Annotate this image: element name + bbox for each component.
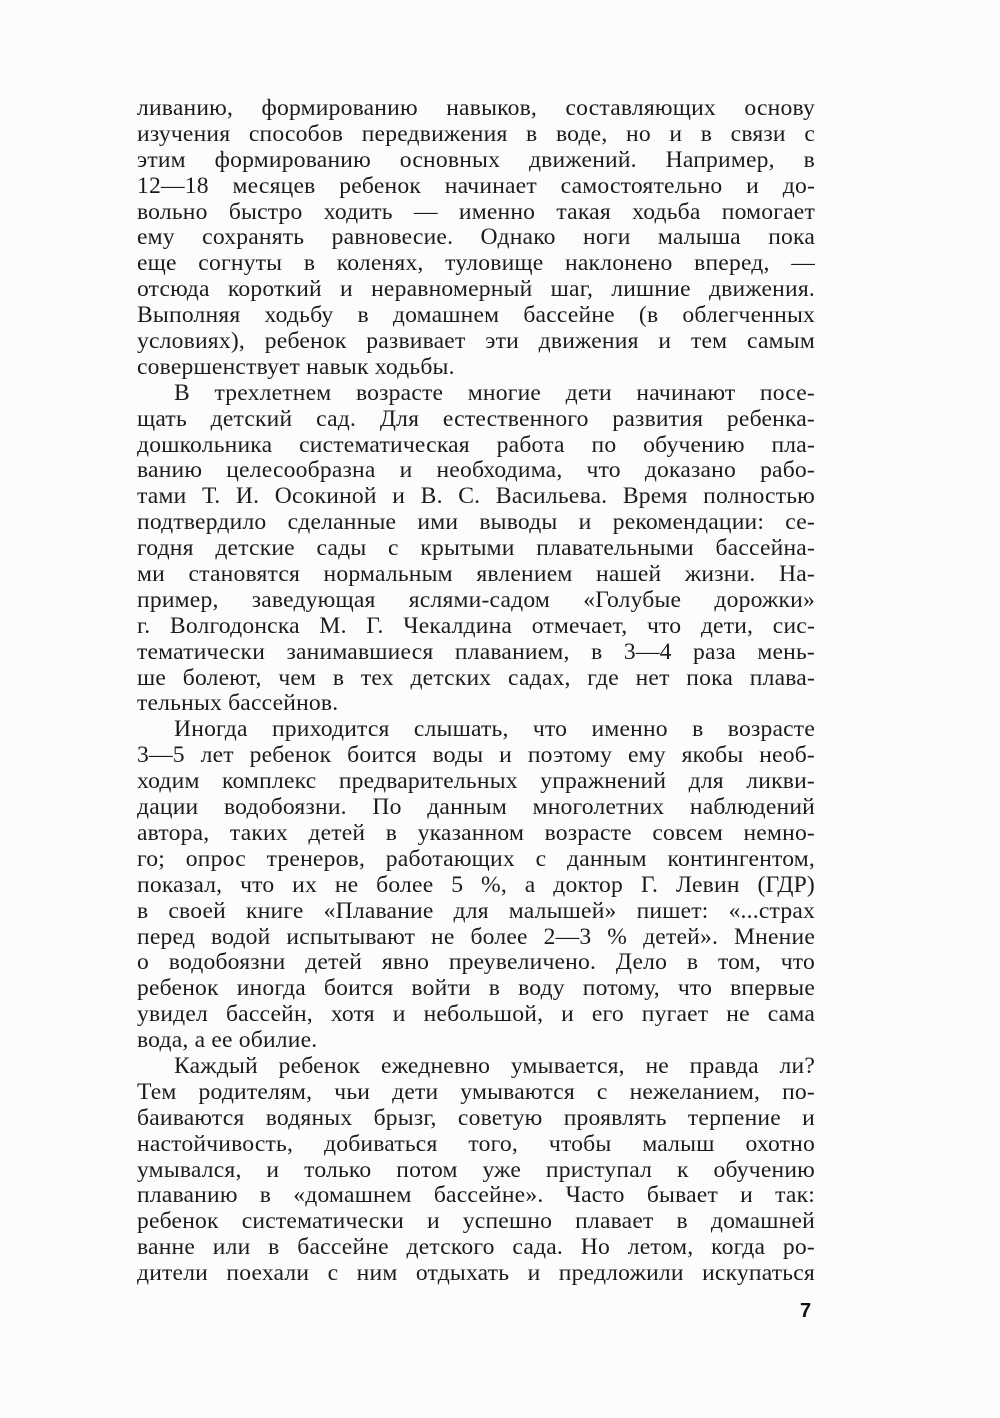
text-line: умывался, и только потом уже приступал к обучению	[137, 1157, 815, 1183]
text-line: ше болеют, чем в тех детских садах, где нет пока плава-	[137, 665, 815, 691]
text-line: Выполняя ходьбу в домашнем бассейне (в облегченных	[137, 303, 815, 329]
text-line: изучения способов передвижения в воде, но и в связи с	[137, 121, 815, 147]
text-line: ребенок иногда боится войти в воду потому, что впервые	[137, 976, 815, 1002]
text-line: дации водобоязни. По данным многолетних наблюдений	[137, 795, 815, 821]
text-line: настойчивость, добиваться того, чтобы малыш охотно	[137, 1131, 815, 1157]
text-line: ему сохранять равновесие. Однако ноги малыша пока	[137, 225, 815, 251]
text-line: дошкольника систематическая работа по обучению пла-	[137, 432, 815, 458]
text-line: ливанию, формированию навыков, составляющих основу	[137, 96, 815, 121]
text-line: ми становятся нормальным явлением нашей жизни. На-	[137, 562, 815, 588]
paragraph-first-line: Каждый ребенок ежедневно умывается, не правда ли?	[174, 1053, 815, 1079]
text-line: Тем родителям, чьи дети умываются с нежеланием, по-	[137, 1079, 815, 1105]
text-line: годня детские сады с крытыми плавательными бассейна-	[137, 536, 815, 562]
page-number: 7	[800, 1300, 812, 1322]
text-line: щать детский сад. Для естественного развития ребенка-	[137, 406, 815, 432]
text-line: го; опрос тренеров, работающих с данным контингентом,	[137, 846, 815, 872]
text-line: тематически занимавшиеся плаванием, в 3—4 раза мень-	[137, 639, 815, 665]
text-line: дители поехали с ним отдыхать и предложили искупаться	[137, 1261, 815, 1287]
text-line: ванию целесообразна и необходима, что доказано рабо-	[137, 458, 815, 484]
text-line: автора, таких детей в указанном возрасте совсем немно-	[137, 820, 815, 846]
text-line: увидел бассейн, хотя и небольшой, и его пугает не сама	[137, 1002, 815, 1028]
text-line: 12—18 месяцев ребенок начинает самостоятельно и до-	[137, 173, 815, 199]
text-line: перед водой испытывают не более 2—3 % детей». Мнение	[137, 924, 815, 950]
text-line: тельных бассейнов.	[137, 691, 339, 717]
paragraph-first-line: Иногда приходится слышать, что именно в возрасте	[174, 717, 815, 743]
text-line: вольно быстро ходить — именно такая ходьба помогает	[137, 199, 815, 225]
text-line: совершенствует навык ходьбы.	[137, 354, 455, 380]
text-line: тами Т. И. Осокиной и В. С. Васильева. Время полностью	[137, 484, 815, 510]
text-line: показал, что их не более 5 %, а доктор Г. Левин (ГДР)	[137, 872, 815, 898]
text-line: ходим комплекс предварительных упражнений для ликви-	[137, 769, 815, 795]
text-line: отсюда короткий и неравномерный шаг, лишние движения.	[137, 277, 815, 303]
text-line: условиях), ребенок развивает эти движения и тем самым	[137, 329, 815, 355]
text-line: баиваются водяных брызг, советую проявлять терпение и	[137, 1105, 815, 1131]
text-line: этим формированию основных движений. Например, в	[137, 147, 815, 173]
text-line: подтвердило сделанные ими выводы и рекомендации: се-	[137, 510, 815, 536]
text-line: вода, а ее обилие.	[137, 1028, 318, 1054]
text-line: г. Волгодонска М. Г. Чекалдина отмечает, что дети, сис-	[137, 613, 815, 639]
text-line: пример, заведующая яслями-садом «Голубые дорожки»	[137, 587, 815, 613]
text-line: еще согнуты в коленях, туловище наклонено вперед, —	[137, 251, 815, 277]
text-line: в своей книге «Плавание для малышей» пишет: «...страх	[137, 898, 815, 924]
text-line: ребенок систематически и успешно плавает в домашней	[137, 1209, 815, 1235]
body-text	[137, 96, 815, 1287]
text-line: 3—5 лет ребенок боится воды и поэтому ему якобы необ-	[137, 743, 815, 769]
text-line: плаванию в «домашнем бассейне». Часто бывает и так:	[137, 1183, 815, 1209]
paragraph-first-line: В трехлетнем возрасте многие дети начинают посе-	[174, 380, 815, 406]
text-line: ванне или в бассейне детского сада. Но летом, когда ро-	[137, 1235, 815, 1261]
text-line: о водобоязни детей явно преувеличено. Дело в том, что	[137, 950, 815, 976]
